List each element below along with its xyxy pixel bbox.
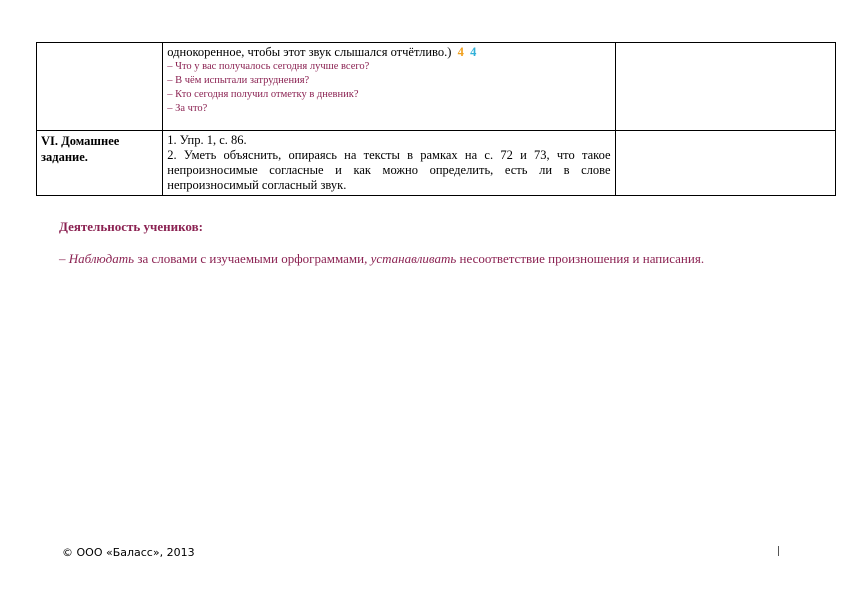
activity-description bbox=[59, 251, 704, 267]
activity-dash: – bbox=[59, 251, 69, 266]
stage-cell bbox=[37, 43, 163, 131]
homework-task: 1. Упр. 1, с. 86. bbox=[167, 133, 247, 147]
content-line bbox=[167, 45, 610, 60]
activity-heading: Деятельность учеников: bbox=[59, 219, 203, 234]
content-cell bbox=[163, 131, 615, 196]
question-item: – Что у вас получалось сегодня лучше всего? bbox=[167, 61, 370, 72]
question-item: – Кто сегодня получил отметку в дневник? bbox=[167, 89, 359, 100]
notes-cell bbox=[615, 131, 835, 196]
lesson-plan-table bbox=[36, 42, 836, 196]
activity-text: за словами с изучаемыми орфограммами, bbox=[134, 251, 371, 266]
stage-cell bbox=[37, 131, 163, 196]
stage-title: VI. Домашнее bbox=[41, 134, 120, 148]
question-item: – В чём испытали затруднения? bbox=[167, 75, 310, 86]
activity-verb: устанавливать bbox=[370, 251, 457, 266]
table-row bbox=[37, 43, 836, 131]
content-cell bbox=[163, 43, 615, 131]
homework-task: 2. Уметь объяснить, опираясь на тексты в рамках на с. 72 и 73, что такое непроизносимые согласные и как можно определить, есть ли в слове непроизносимый согласный звук. bbox=[167, 148, 611, 192]
table-row bbox=[37, 131, 836, 196]
footer-copyright: © ООО «Баласс», 2013 bbox=[62, 546, 195, 559]
activity-verb: Наблюдать bbox=[68, 251, 135, 266]
activity-text: несоответствие произношения и написания. bbox=[456, 251, 705, 266]
notes-cell bbox=[615, 43, 835, 131]
question-item: – За что? bbox=[167, 103, 208, 114]
page-edge-mark bbox=[778, 546, 779, 556]
mark-orange: 4 bbox=[457, 45, 464, 59]
mark-cyan: 4 bbox=[470, 45, 477, 59]
content-text: однокоренное, чтобы этот звук слышался отчётливо.) bbox=[167, 45, 452, 59]
stage-title: задание. bbox=[41, 150, 88, 164]
